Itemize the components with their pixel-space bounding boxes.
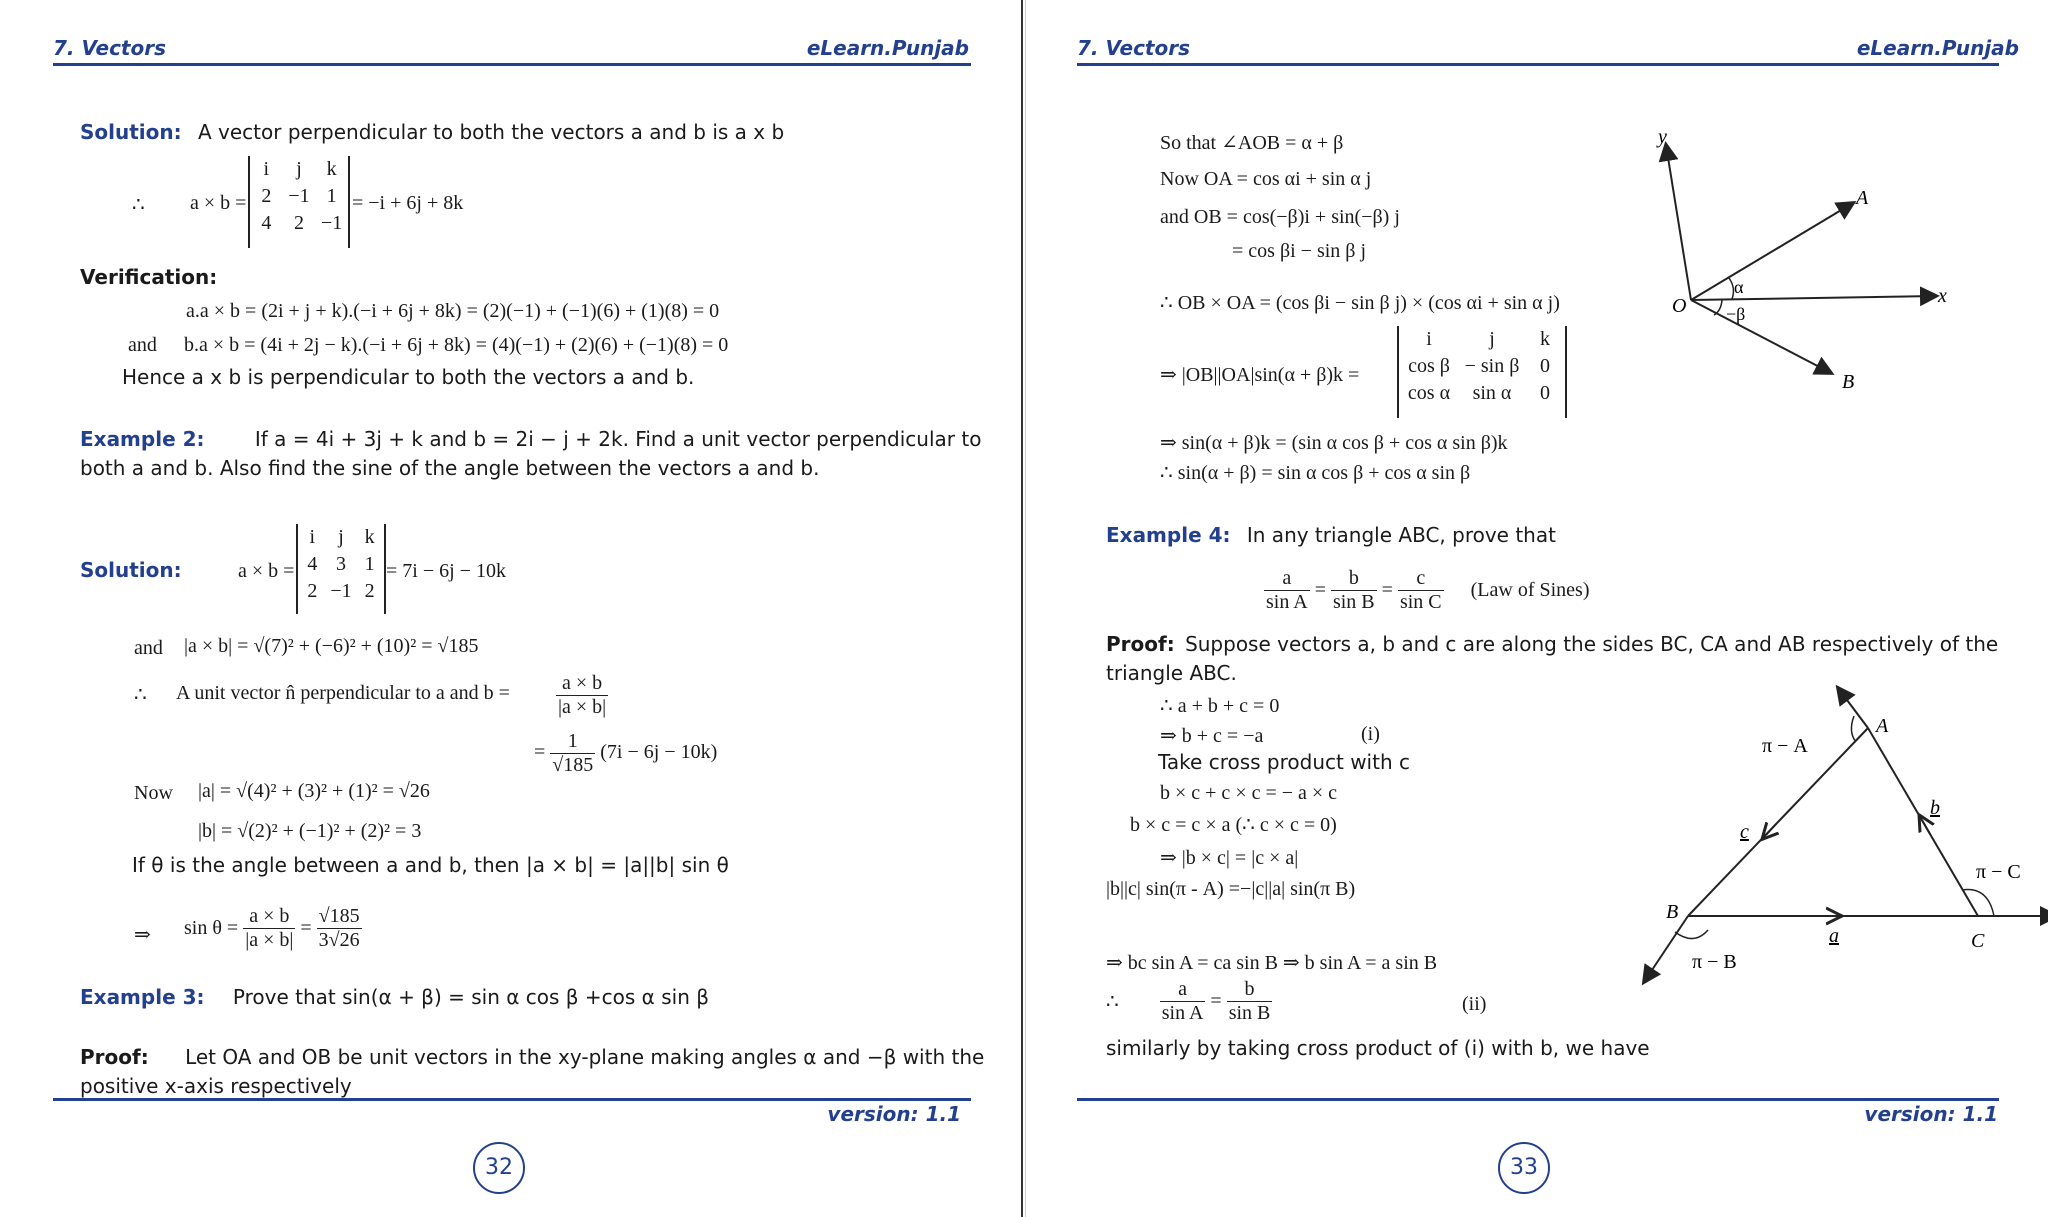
- verification-label: Verification:: [80, 265, 218, 289]
- alpha-arc: [1729, 278, 1733, 299]
- vertex-c: C: [1971, 930, 1985, 952]
- footer-rule: [1077, 1098, 1999, 1101]
- brand-header: eLearn.Punjab: [806, 36, 969, 60]
- sin-sum-line: ∴ sin(α + β) = sin α cos β + cos α sin β: [1160, 462, 1471, 484]
- solution-text: A vector perpendicular to both the vectors a and b is a x b: [198, 120, 785, 144]
- now-label: Now: [134, 782, 173, 804]
- proof-step-5: b × c = c × a (∴ c × c = 0): [1130, 814, 1337, 836]
- angle-aob-line: So that ∠AOB = α + β: [1160, 132, 1344, 154]
- alpha-label: α: [1734, 277, 1744, 297]
- side-label-c: c: [1740, 821, 1749, 843]
- vector-oa: [1691, 203, 1853, 300]
- proof-step-8: ⇒ bc sin A = ca sin B ⇒ b sin A = a sin B: [1106, 952, 1438, 974]
- y-axis: [1666, 145, 1691, 300]
- proof-step-1: ∴ a + b + c = 0: [1160, 695, 1280, 717]
- angle-a-arc: [1851, 716, 1856, 742]
- unit-vector-text: A unit vector n̂ perpendicular to a and b =: [176, 682, 510, 704]
- page-32: [0, 0, 1023, 1217]
- solution-label: Solution:: [80, 120, 182, 144]
- vector-angle-figure: [1626, 120, 1956, 400]
- proof-line-2: triangle ABC.: [1106, 661, 1237, 685]
- therefore-symbol: ∴: [132, 194, 145, 216]
- angle-label-pi-b: π − B: [1692, 951, 1737, 973]
- chapter-header: 7. Vectors: [53, 36, 166, 60]
- example-4-text: In any triangle ABC, prove that: [1246, 523, 1556, 547]
- brand-header: eLearn.Punjab: [1856, 36, 2019, 60]
- equation-tag-i: (i): [1361, 723, 1380, 745]
- therefore-symbol-2: ∴: [134, 684, 147, 706]
- ca-extension: [1838, 688, 1868, 728]
- b-label: B: [1842, 371, 1855, 393]
- proof-line-1: Let OA and OB be unit vectors in the xy-plane making angles α and −β with the: [185, 1045, 985, 1069]
- angle-c-arc: [1962, 890, 1994, 916]
- header-rule: [1077, 63, 1999, 66]
- proof-label: Proof:: [1106, 632, 1175, 656]
- page-33: [1025, 0, 2048, 1217]
- y-label: y: [1658, 126, 1667, 148]
- oa-line: Now OA = cos αi + sin α j: [1160, 168, 1372, 190]
- magnitude-sin-line: ⇒ |OB||OA|sin(α + β)k =: [1160, 364, 1360, 386]
- version-label: version: 1.1: [827, 1102, 961, 1126]
- verification-and: and: [128, 334, 157, 356]
- proof-step-6: ⇒ |b × c| = |c × a|: [1160, 847, 1299, 869]
- unit-vector-fraction: $\frac{a \times b}{|a \times b|}$: [558, 672, 607, 718]
- determinant-1: i j k 2 −1 1 4 2 −1: [248, 156, 350, 248]
- proof-line-2: positive x-axis respectively: [80, 1074, 352, 1098]
- determinant-2-result: = 7i − 6j − 10k: [386, 560, 506, 582]
- chapter-header: 7. Vectors: [1077, 36, 1190, 60]
- example-4-label: Example 4:: [1106, 523, 1231, 547]
- cross-product-line: ∴ OB × OA = (cos βi − sin β j) × (cos αi + sin α j): [1160, 292, 1560, 314]
- side-label-a: a: [1829, 925, 1839, 947]
- x-label: x: [1938, 285, 1947, 307]
- proof-step-3: Take cross product with c: [1158, 750, 1410, 774]
- verification-line-2: b.a × b = (4i + 2j − k).(−i + 6j + 8k) = (4)(−1) + (2)(6) + (−1)(8) = 0: [184, 334, 729, 356]
- and-label: and: [134, 637, 163, 659]
- verification-line-1: a.a × b = (2i + j + k).(−i + 6j + 8k) = (2)(−1) + (−1)(6) + (1)(8) = 0: [186, 300, 720, 322]
- solution-2-label: Solution:: [80, 558, 182, 582]
- example-2-line-1: If a = 4i + 3j + k and b = 2i − j + 2k. Find a unit vector perpendicular to: [254, 427, 982, 451]
- triangle-figure: [1546, 680, 2021, 1000]
- a-label: A: [1856, 187, 1869, 209]
- arrow-b: [1922, 820, 1930, 834]
- proof-step-4: b × c + c × c = − a × c: [1160, 782, 1338, 804]
- implies-symbol: ⇒: [134, 924, 151, 946]
- angle-label-pi-c: π − C: [1976, 861, 2021, 883]
- vector-ob: [1691, 300, 1831, 373]
- equation-tag-ii: (ii): [1462, 993, 1487, 1015]
- cross-product-lhs-2: a × b =: [238, 560, 295, 582]
- page-number: 33: [1498, 1142, 1550, 1194]
- proof-step-10: similarly by taking cross product of (i) with b, we have: [1106, 1036, 1650, 1060]
- proof-step-9: ∴ $\frac{a}{\text{sin A}}$ = $\frac{b}{\text{sin B}}$: [1106, 978, 1271, 1024]
- determinant-3: i j k cos β − sin β 0 cos α sin α 0: [1397, 326, 1567, 418]
- ob-line: and OB = cos(−β)i + sin(−β) j: [1160, 206, 1400, 228]
- minus-beta-label: −β: [1726, 304, 1746, 324]
- proof-line-1: Suppose vectors a, b and c are along the sides BC, CA and AB respectively of the: [1185, 632, 1999, 656]
- ab-extension: [1644, 916, 1688, 982]
- side-label-b: b: [1930, 797, 1940, 819]
- magnitude-a: |a| = √(4)² + (3)² + (1)² = √26: [198, 780, 430, 802]
- theta-statement: If θ is the angle between a and b, then |a × b| = |a||b| sin θ: [132, 853, 729, 877]
- example-2-label: Example 2:: [80, 427, 205, 451]
- proof-label: Proof:: [80, 1045, 149, 1069]
- footer-rule: [53, 1098, 971, 1101]
- sin-k-line: ⇒ sin(α + β)k = (sin α cos β + cos α sin β)k: [1160, 432, 1508, 454]
- ob-simplified-line: = cos βi − sin β j: [1232, 240, 1367, 262]
- law-of-sines: $\frac{a}{\text{sin A}}$ = $\frac{b}{\text{sin B}}$ = $\frac{c}{\text{sin C}}$ (Law of Sines): [1266, 567, 1590, 613]
- page-number: 32: [473, 1142, 525, 1194]
- arrow-c: [1766, 824, 1776, 835]
- angle-label-pi-a: π − A: [1762, 735, 1808, 757]
- header-rule: [53, 63, 971, 66]
- example-3-label: Example 3:: [80, 985, 205, 1009]
- magnitude-b: |b| = √(2)² + (−1)² + (2)² = 3: [198, 820, 422, 842]
- o-label: O: [1672, 295, 1687, 317]
- version-label: version: 1.1: [1864, 1102, 1998, 1126]
- vertex-b: B: [1666, 901, 1679, 923]
- proof-step-7: |b||c| sin(π - A) =−|c||a| sin(π B): [1106, 878, 1356, 900]
- angle-b-arc: [1675, 930, 1708, 939]
- example-3-text: Prove that sin(α + β) = sin α cos β +cos α sin β: [232, 985, 709, 1009]
- x-axis: [1691, 296, 1936, 300]
- hence-statement: Hence a x b is perpendicular to both the vectors a and b.: [122, 365, 695, 389]
- sine-theta-equation: sin θ = $\frac{a \times b}{|a \times b|}$ = $\frac{√185}{3√26}$: [184, 905, 360, 951]
- example-2-line-2: both a and b. Also find the sine of the angle between the vectors a and b.: [80, 456, 820, 480]
- cross-product-norm: |a × b| = √(7)² + (−6)² + (10)² = √185: [184, 635, 479, 657]
- cross-product-lhs: a × b =: [190, 192, 247, 214]
- proof-step-2: ⇒ b + c = −a: [1160, 725, 1264, 747]
- unit-vector-result: = $\frac{1}{√185}$ (7i − 6j − 10k): [534, 730, 718, 776]
- determinant-2: i j k 4 3 1 2 −1 2: [296, 524, 386, 614]
- determinant-1-result: = −i + 6j + 8k: [352, 192, 464, 214]
- vertex-a: A: [1876, 715, 1889, 737]
